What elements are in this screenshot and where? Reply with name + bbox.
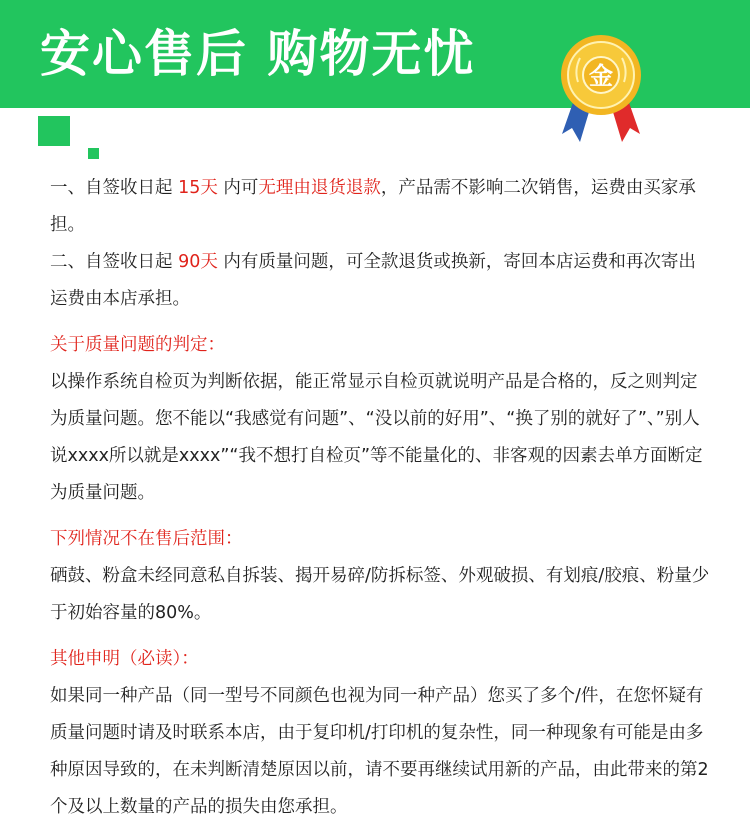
- excluded-body: 硒鼓、粉盒未经同意私自拆装、揭开易碎/防拆标签、外观破损、有划痕/胶痕、粉量少于初始容量的80%。: [50, 566, 710, 623]
- item1-suffix: ，产品需不影响二次销售，运费由买家承担。: [50, 178, 696, 235]
- policy-content: [50, 170, 710, 826]
- quality-body: 以操作系统自检页为判断依据，能正常显示自检页就说明产品是合格的，反之则判定为质量问题。您不能以“我感觉有问题”、“没以前的好用”、“换了别的就好了”、”别人说xxxx所以就是xxxx”“我不想打自检页”等不能量化的、非客观的因素去单方面断定为质量问题。: [50, 372, 703, 503]
- policy-item-2: [50, 244, 710, 318]
- item1-prefix: 一、自签收日起: [50, 178, 179, 198]
- gold-medal-icon: [556, 30, 646, 148]
- notice-heading: 其他申明（必读）：: [50, 649, 199, 669]
- decor-square-large: [38, 116, 70, 146]
- excluded-heading: 下列情况不在售后范围：: [50, 529, 243, 549]
- decor-square-small: [88, 148, 99, 159]
- quality-heading: 关于质量问题的判定：: [50, 335, 225, 355]
- item2-days: 90天: [178, 252, 218, 272]
- banner-title: 安心售后 购物无忧: [40, 25, 476, 83]
- notice-body: 如果同一种产品（同一型号不同颜色也视为同一种产品）您买了多个/件，在您怀疑有质量问题时请及时联系本店，由于复印机/打印机的复杂性，同一种现象有可能是由多种原因导致的，在未判断清楚原因以前，请不要再继续试用新的产品，由此带来的第2个及以上数量的产品的损失由您承担。: [50, 686, 709, 817]
- medal-label: 金: [589, 62, 613, 90]
- item1-mid: 内可: [217, 178, 259, 198]
- item2-suffix: 内有质量问题，可全款退货或换新，寄回本店运费和再次寄出运费由本店承担。: [50, 252, 696, 309]
- item1-days: 15天: [178, 178, 218, 198]
- item2-prefix: 二、自签收日起: [50, 252, 179, 272]
- item1-highlight: 无理由退货退款: [258, 178, 381, 198]
- policy-item-1: [50, 170, 710, 244]
